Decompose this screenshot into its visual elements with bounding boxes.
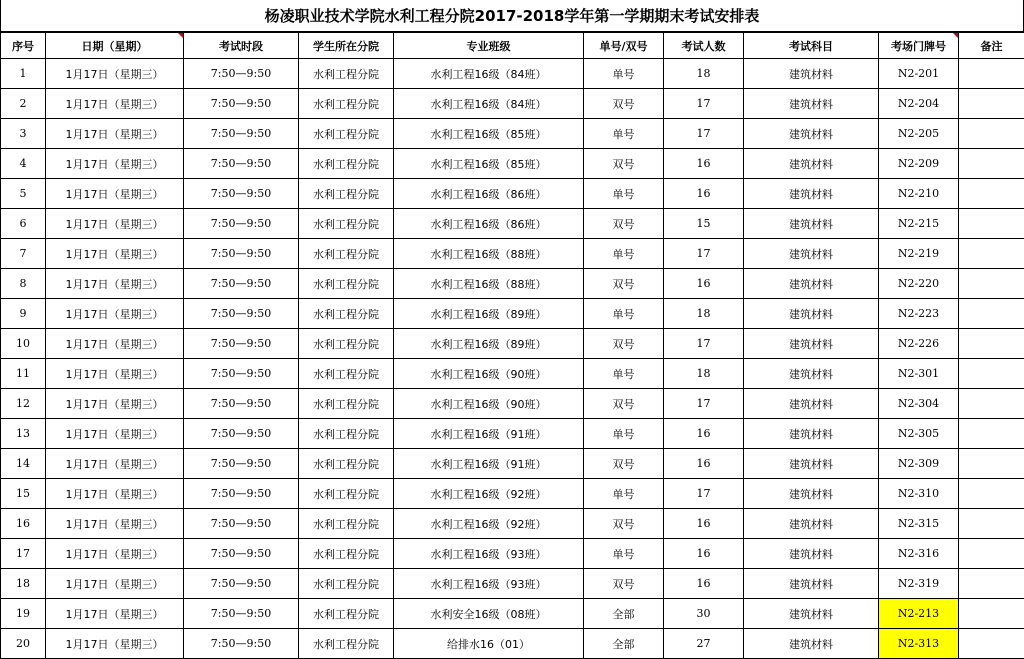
cell-college[interactable]: 水利工程分院 bbox=[299, 509, 394, 539]
cell-count[interactable]: 17 bbox=[664, 479, 744, 509]
cell-time[interactable]: 7:50—9:50 bbox=[184, 209, 299, 239]
cell-parity[interactable]: 单号 bbox=[584, 59, 664, 89]
cell-subject[interactable]: 建筑材料 bbox=[744, 239, 879, 269]
cell-subject[interactable]: 建筑材料 bbox=[744, 599, 879, 629]
cell-time[interactable]: 7:50—9:50 bbox=[184, 59, 299, 89]
table-row bbox=[1, 119, 1024, 149]
cell-time[interactable]: 7:50—9:50 bbox=[184, 419, 299, 449]
cell-count[interactable]: 15 bbox=[664, 209, 744, 239]
cell-date[interactable]: 1月17日（星期三） bbox=[46, 89, 184, 119]
cell-class[interactable]: 水利工程16级（91班） bbox=[394, 449, 584, 479]
cell-date[interactable]: 1月17日（星期三） bbox=[46, 419, 184, 449]
cell-count[interactable]: 30 bbox=[664, 599, 744, 629]
header-cell-note[interactable]: 备注 bbox=[959, 33, 1024, 59]
cell-no[interactable]: 5 bbox=[1, 179, 46, 209]
cell-room[interactable]: N2-226 bbox=[879, 329, 959, 359]
cell-subject[interactable]: 建筑材料 bbox=[744, 419, 879, 449]
cell-parity[interactable]: 单号 bbox=[584, 359, 664, 389]
cell-date[interactable]: 1月17日（星期三） bbox=[46, 359, 184, 389]
cell-class[interactable]: 水利工程16级（90班） bbox=[394, 389, 584, 419]
cell-no[interactable]: 19 bbox=[1, 599, 46, 629]
cell-count[interactable]: 17 bbox=[664, 329, 744, 359]
cell-parity[interactable]: 单号 bbox=[584, 539, 664, 569]
cell-class[interactable]: 水利工程16级（89班） bbox=[394, 299, 584, 329]
cell-count[interactable]: 16 bbox=[664, 179, 744, 209]
cell-class[interactable]: 水利工程16级（93班） bbox=[394, 539, 584, 569]
table-body bbox=[1, 59, 1024, 659]
cell-parity[interactable]: 单号 bbox=[584, 479, 664, 509]
cell-time[interactable]: 7:50—9:50 bbox=[184, 569, 299, 599]
cell-time[interactable]: 7:50—9:50 bbox=[184, 359, 299, 389]
cell-parity[interactable]: 全部 bbox=[584, 599, 664, 629]
cell-room[interactable]: N2-210 bbox=[879, 179, 959, 209]
cell-class[interactable]: 水利工程16级（84班） bbox=[394, 89, 584, 119]
cell-note[interactable] bbox=[959, 239, 1024, 269]
cell-room[interactable]: N2-204 bbox=[879, 89, 959, 119]
table-row bbox=[1, 59, 1024, 89]
cell-subject[interactable]: 建筑材料 bbox=[744, 269, 879, 299]
cell-subject[interactable]: 建筑材料 bbox=[744, 299, 879, 329]
table-row bbox=[1, 209, 1024, 239]
header-cell-date[interactable] bbox=[46, 33, 184, 59]
cell-note[interactable] bbox=[959, 359, 1024, 389]
cell-no[interactable]: 12 bbox=[1, 389, 46, 419]
cell-class[interactable]: 水利工程16级（92班） bbox=[394, 479, 584, 509]
cell-no[interactable]: 1 bbox=[1, 59, 46, 89]
cell-subject[interactable]: 建筑材料 bbox=[744, 479, 879, 509]
cell-subject[interactable]: 建筑材料 bbox=[744, 179, 879, 209]
cell-class[interactable]: 给排水16（01） bbox=[394, 629, 584, 659]
cell-class[interactable]: 水利工程16级（84班） bbox=[394, 59, 584, 89]
table-row bbox=[1, 419, 1024, 449]
cell-time[interactable]: 7:50—9:50 bbox=[184, 119, 299, 149]
cell-room[interactable]: N2-220 bbox=[879, 269, 959, 299]
cell-class[interactable]: 水利工程16级（86班） bbox=[394, 179, 584, 209]
cell-count[interactable]: 16 bbox=[664, 269, 744, 299]
cell-subject[interactable]: 建筑材料 bbox=[744, 539, 879, 569]
cell-class[interactable]: 水利工程16级（90班） bbox=[394, 359, 584, 389]
cell-no[interactable]: 20 bbox=[1, 629, 46, 659]
cell-note[interactable] bbox=[959, 599, 1024, 629]
comment-indicator-icon bbox=[953, 33, 958, 38]
table-row bbox=[1, 569, 1024, 599]
cell-date[interactable]: 1月17日（星期三） bbox=[46, 119, 184, 149]
cell-college[interactable]: 水利工程分院 bbox=[299, 569, 394, 599]
cell-note[interactable] bbox=[959, 89, 1024, 119]
cell-count[interactable]: 18 bbox=[664, 299, 744, 329]
cell-date[interactable]: 1月17日（星期三） bbox=[46, 149, 184, 179]
cell-class[interactable]: 水利工程16级（88班） bbox=[394, 269, 584, 299]
cell-class[interactable]: 水利工程16级（91班） bbox=[394, 419, 584, 449]
header-cell-count[interactable]: 考试人数 bbox=[664, 33, 744, 59]
table-row bbox=[1, 629, 1024, 659]
cell-date[interactable]: 1月17日（星期三） bbox=[46, 329, 184, 359]
cell-time[interactable]: 7:50—9:50 bbox=[184, 239, 299, 269]
cell-parity[interactable]: 双号 bbox=[584, 449, 664, 479]
cell-date[interactable]: 1月17日（星期三） bbox=[46, 479, 184, 509]
cell-college[interactable]: 水利工程分院 bbox=[299, 599, 394, 629]
cell-time[interactable]: 7:50—9:50 bbox=[184, 599, 299, 629]
cell-parity[interactable]: 双号 bbox=[584, 329, 664, 359]
cell-no[interactable]: 15 bbox=[1, 479, 46, 509]
cell-count[interactable]: 16 bbox=[664, 449, 744, 479]
cell-date[interactable]: 1月17日（星期三） bbox=[46, 299, 184, 329]
cell-parity[interactable]: 双号 bbox=[584, 89, 664, 119]
cell-room[interactable]: N2-215 bbox=[879, 209, 959, 239]
cell-subject[interactable]: 建筑材料 bbox=[744, 119, 879, 149]
cell-college[interactable]: 水利工程分院 bbox=[299, 89, 394, 119]
table-row bbox=[1, 449, 1024, 479]
exam-schedule-table bbox=[0, 32, 1024, 659]
cell-subject[interactable]: 建筑材料 bbox=[744, 209, 879, 239]
cell-count[interactable]: 17 bbox=[664, 389, 744, 419]
cell-college[interactable]: 水利工程分院 bbox=[299, 119, 394, 149]
cell-note[interactable] bbox=[959, 329, 1024, 359]
cell-room[interactable]: N2-319 bbox=[879, 569, 959, 599]
cell-class[interactable]: 水利工程16级（93班） bbox=[394, 569, 584, 599]
cell-room[interactable]: N2-315 bbox=[879, 509, 959, 539]
cell-count[interactable]: 16 bbox=[664, 149, 744, 179]
cell-time[interactable]: 7:50—9:50 bbox=[184, 539, 299, 569]
table-row bbox=[1, 359, 1024, 389]
cell-note[interactable] bbox=[959, 119, 1024, 149]
cell-no[interactable]: 10 bbox=[1, 329, 46, 359]
cell-parity[interactable]: 双号 bbox=[584, 569, 664, 599]
cell-subject[interactable]: 建筑材料 bbox=[744, 359, 879, 389]
cell-no[interactable]: 7 bbox=[1, 239, 46, 269]
cell-count[interactable]: 17 bbox=[664, 239, 744, 269]
table-row bbox=[1, 329, 1024, 359]
cell-no[interactable]: 11 bbox=[1, 359, 46, 389]
cell-no[interactable]: 14 bbox=[1, 449, 46, 479]
cell-count[interactable]: 16 bbox=[664, 419, 744, 449]
cell-note[interactable] bbox=[959, 569, 1024, 599]
cell-room[interactable]: N2-301 bbox=[879, 359, 959, 389]
cell-room[interactable]: N2-305 bbox=[879, 419, 959, 449]
header-label-date: 日期（星期） bbox=[82, 40, 148, 53]
cell-room[interactable]: N2-223 bbox=[879, 299, 959, 329]
cell-class[interactable]: 水利安全16级（08班） bbox=[394, 599, 584, 629]
cell-college[interactable]: 水利工程分院 bbox=[299, 389, 394, 419]
cell-count[interactable]: 17 bbox=[664, 119, 744, 149]
cell-date[interactable]: 1月17日（星期三） bbox=[46, 539, 184, 569]
cell-room[interactable]: N2-219 bbox=[879, 239, 959, 269]
cell-parity[interactable]: 单号 bbox=[584, 179, 664, 209]
cell-parity[interactable]: 单号 bbox=[584, 239, 664, 269]
cell-parity[interactable]: 全部 bbox=[584, 629, 664, 659]
cell-count[interactable]: 16 bbox=[664, 569, 744, 599]
cell-date[interactable]: 1月17日（星期三） bbox=[46, 269, 184, 299]
cell-count[interactable]: 27 bbox=[664, 629, 744, 659]
cell-time[interactable]: 7:50—9:50 bbox=[184, 149, 299, 179]
cell-time[interactable]: 7:50—9:50 bbox=[184, 299, 299, 329]
cell-room[interactable]: N2-310 bbox=[879, 479, 959, 509]
cell-college[interactable]: 水利工程分院 bbox=[299, 299, 394, 329]
cell-parity[interactable]: 双号 bbox=[584, 149, 664, 179]
header-cell-room[interactable] bbox=[879, 33, 959, 59]
table-row bbox=[1, 479, 1024, 509]
cell-time[interactable]: 7:50—9:50 bbox=[184, 509, 299, 539]
comment-indicator-icon bbox=[178, 33, 183, 38]
cell-college[interactable]: 水利工程分院 bbox=[299, 629, 394, 659]
cell-note[interactable] bbox=[959, 629, 1024, 659]
cell-parity[interactable]: 双号 bbox=[584, 269, 664, 299]
header-cell-subject[interactable]: 考试科目 bbox=[744, 33, 879, 59]
cell-subject[interactable]: 建筑材料 bbox=[744, 629, 879, 659]
cell-subject[interactable]: 建筑材料 bbox=[744, 569, 879, 599]
cell-class[interactable]: 水利工程16级（85班） bbox=[394, 119, 584, 149]
cell-college[interactable]: 水利工程分院 bbox=[299, 239, 394, 269]
cell-college[interactable]: 水利工程分院 bbox=[299, 179, 394, 209]
cell-room[interactable]: N2-205 bbox=[879, 119, 959, 149]
cell-note[interactable] bbox=[959, 479, 1024, 509]
cell-date[interactable]: 1月17日（星期三） bbox=[46, 389, 184, 419]
cell-college[interactable]: 水利工程分院 bbox=[299, 59, 394, 89]
header-cell-time[interactable]: 考试时段 bbox=[184, 33, 299, 59]
cell-date[interactable]: 1月17日（星期三） bbox=[46, 629, 184, 659]
cell-room[interactable]: N2-209 bbox=[879, 149, 959, 179]
cell-note[interactable] bbox=[959, 149, 1024, 179]
cell-class[interactable]: 水利工程16级（92班） bbox=[394, 509, 584, 539]
cell-count[interactable]: 16 bbox=[664, 509, 744, 539]
cell-no[interactable]: 9 bbox=[1, 299, 46, 329]
header-cell-class[interactable]: 专业班级 bbox=[394, 33, 584, 59]
cell-parity[interactable]: 单号 bbox=[584, 119, 664, 149]
cell-note[interactable] bbox=[959, 59, 1024, 89]
cell-subject[interactable]: 建筑材料 bbox=[744, 329, 879, 359]
cell-class[interactable]: 水利工程16级（89班） bbox=[394, 329, 584, 359]
table-row bbox=[1, 149, 1024, 179]
cell-room[interactable]: N2-313 bbox=[879, 629, 959, 659]
cell-count[interactable]: 17 bbox=[664, 89, 744, 119]
cell-count[interactable]: 18 bbox=[664, 359, 744, 389]
cell-college[interactable]: 水利工程分院 bbox=[299, 149, 394, 179]
cell-college[interactable]: 水利工程分院 bbox=[299, 449, 394, 479]
table-row bbox=[1, 239, 1024, 269]
cell-date[interactable]: 1月17日（星期三） bbox=[46, 569, 184, 599]
cell-time[interactable]: 7:50—9:50 bbox=[184, 389, 299, 419]
cell-note[interactable] bbox=[959, 179, 1024, 209]
cell-no[interactable]: 2 bbox=[1, 89, 46, 119]
cell-date[interactable]: 1月17日（星期三） bbox=[46, 599, 184, 629]
cell-time[interactable]: 7:50—9:50 bbox=[184, 179, 299, 209]
cell-room[interactable]: N2-309 bbox=[879, 449, 959, 479]
cell-college[interactable]: 水利工程分院 bbox=[299, 269, 394, 299]
cell-college[interactable]: 水利工程分院 bbox=[299, 329, 394, 359]
cell-time[interactable]: 7:50—9:50 bbox=[184, 629, 299, 659]
cell-subject[interactable]: 建筑材料 bbox=[744, 389, 879, 419]
cell-no[interactable]: 18 bbox=[1, 569, 46, 599]
cell-subject[interactable]: 建筑材料 bbox=[744, 509, 879, 539]
cell-parity[interactable]: 双号 bbox=[584, 209, 664, 239]
cell-time[interactable]: 7:50—9:50 bbox=[184, 329, 299, 359]
cell-time[interactable]: 7:50—9:50 bbox=[184, 479, 299, 509]
cell-note[interactable] bbox=[959, 539, 1024, 569]
header-row bbox=[1, 33, 1024, 59]
table-row bbox=[1, 179, 1024, 209]
cell-class[interactable]: 水利工程16级（88班） bbox=[394, 239, 584, 269]
cell-subject[interactable]: 建筑材料 bbox=[744, 149, 879, 179]
cell-parity[interactable]: 双号 bbox=[584, 509, 664, 539]
sheet-title[interactable]: 杨凌职业技术学院水利工程分院2017-2018学年第一学期期末考试安排表 bbox=[0, 0, 1024, 32]
cell-no[interactable]: 17 bbox=[1, 539, 46, 569]
cell-subject[interactable]: 建筑材料 bbox=[744, 89, 879, 119]
cell-parity[interactable]: 单号 bbox=[584, 419, 664, 449]
table-row bbox=[1, 299, 1024, 329]
cell-subject[interactable]: 建筑材料 bbox=[744, 449, 879, 479]
cell-no[interactable]: 16 bbox=[1, 509, 46, 539]
cell-college[interactable]: 水利工程分院 bbox=[299, 359, 394, 389]
cell-college[interactable]: 水利工程分院 bbox=[299, 209, 394, 239]
cell-note[interactable] bbox=[959, 299, 1024, 329]
cell-room[interactable]: N2-304 bbox=[879, 389, 959, 419]
header-cell-college[interactable]: 学生所在分院 bbox=[299, 33, 394, 59]
header-label-room: 考场门牌号 bbox=[891, 40, 946, 53]
table-row bbox=[1, 269, 1024, 299]
cell-no[interactable]: 3 bbox=[1, 119, 46, 149]
cell-room[interactable]: N2-201 bbox=[879, 59, 959, 89]
cell-time[interactable]: 7:50—9:50 bbox=[184, 449, 299, 479]
cell-no[interactable]: 6 bbox=[1, 209, 46, 239]
cell-room[interactable]: N2-316 bbox=[879, 539, 959, 569]
cell-no[interactable]: 8 bbox=[1, 269, 46, 299]
cell-count[interactable]: 18 bbox=[664, 59, 744, 89]
cell-date[interactable]: 1月17日（星期三） bbox=[46, 179, 184, 209]
cell-count[interactable]: 16 bbox=[664, 539, 744, 569]
cell-class[interactable]: 水利工程16级（86班） bbox=[394, 209, 584, 239]
cell-parity[interactable]: 双号 bbox=[584, 389, 664, 419]
header-cell-no[interactable]: 序号 bbox=[1, 33, 46, 59]
cell-college[interactable]: 水利工程分院 bbox=[299, 419, 394, 449]
cell-college[interactable]: 水利工程分院 bbox=[299, 539, 394, 569]
cell-time[interactable]: 7:50—9:50 bbox=[184, 89, 299, 119]
header-cell-parity[interactable]: 单号/双号 bbox=[584, 33, 664, 59]
cell-note[interactable] bbox=[959, 509, 1024, 539]
cell-room[interactable]: N2-213 bbox=[879, 599, 959, 629]
cell-date[interactable]: 1月17日（星期三） bbox=[46, 59, 184, 89]
cell-class[interactable]: 水利工程16级（85班） bbox=[394, 149, 584, 179]
cell-date[interactable]: 1月17日（星期三） bbox=[46, 449, 184, 479]
table-row bbox=[1, 509, 1024, 539]
cell-note[interactable] bbox=[959, 389, 1024, 419]
cell-note[interactable] bbox=[959, 269, 1024, 299]
table-row bbox=[1, 539, 1024, 569]
table-row bbox=[1, 389, 1024, 419]
cell-note[interactable] bbox=[959, 419, 1024, 449]
cell-subject[interactable]: 建筑材料 bbox=[744, 59, 879, 89]
table-row bbox=[1, 89, 1024, 119]
cell-time[interactable]: 7:50—9:50 bbox=[184, 269, 299, 299]
cell-parity[interactable]: 单号 bbox=[584, 299, 664, 329]
cell-date[interactable]: 1月17日（星期三） bbox=[46, 509, 184, 539]
cell-college[interactable]: 水利工程分院 bbox=[299, 479, 394, 509]
cell-note[interactable] bbox=[959, 449, 1024, 479]
cell-no[interactable]: 4 bbox=[1, 149, 46, 179]
table-row bbox=[1, 599, 1024, 629]
cell-date[interactable]: 1月17日（星期三） bbox=[46, 239, 184, 269]
cell-note[interactable] bbox=[959, 209, 1024, 239]
cell-no[interactable]: 13 bbox=[1, 419, 46, 449]
cell-date[interactable]: 1月17日（星期三） bbox=[46, 209, 184, 239]
